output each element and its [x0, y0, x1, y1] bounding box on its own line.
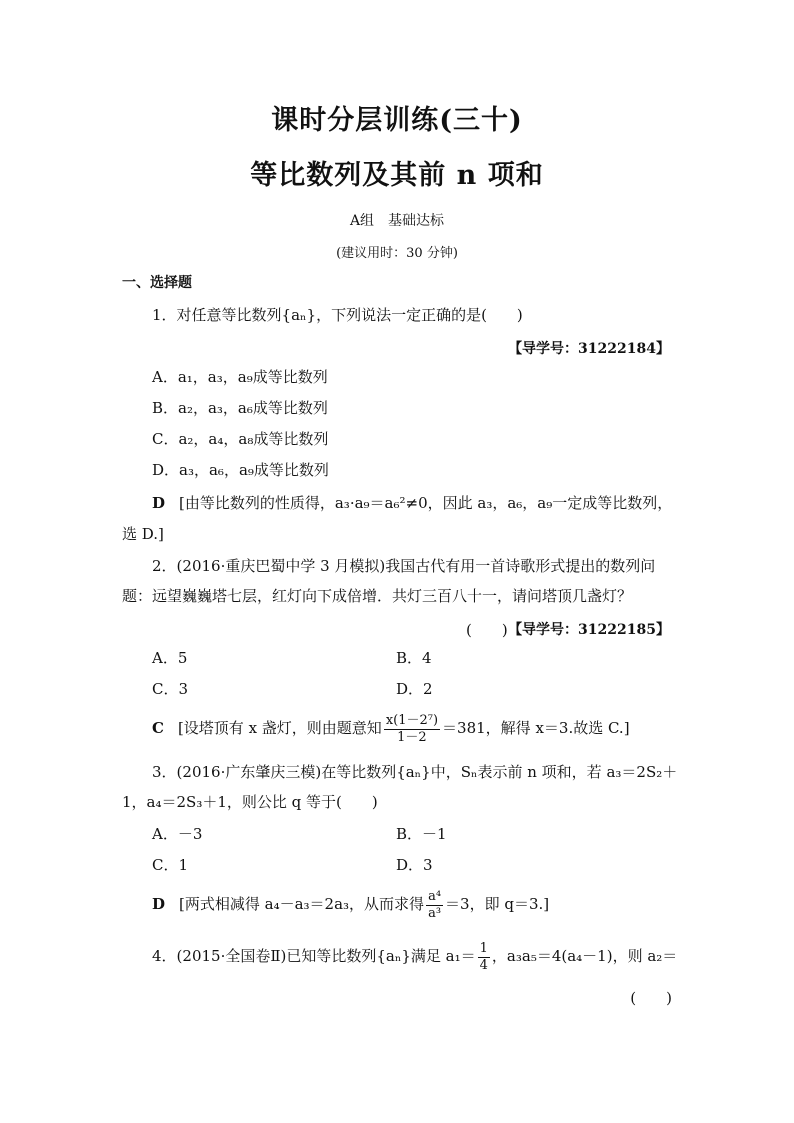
q1-stem: 1．对任意等比数列{aₙ}，下列说法一定正确的是( ): [152, 306, 523, 324]
q1-answer-text: [由等比数列的性质得，a₃·a₉＝a₆²≠0，因此 a₃，a₆，a₉一定成等比数列，: [179, 494, 673, 512]
page-subtitle: 等比数列及其前 n 项和: [250, 160, 544, 191]
q3-option-d: D．3: [396, 856, 433, 874]
group-label: A组 基础达标: [349, 213, 445, 229]
q3-option-a: A．－3: [152, 825, 203, 843]
fraction-numerator: a⁴: [428, 888, 442, 904]
q3-answer-fraction: [426, 889, 443, 922]
q2-option-a: A．5: [152, 649, 188, 667]
q2-option-b: B．4: [396, 649, 432, 667]
q2-answer-paren: ( ): [466, 621, 508, 639]
q3-answer: [152, 884, 549, 924]
page-title: 课时分层训练(三十): [271, 105, 523, 136]
q3-answer-pre: [两式相减得 a₄－a₃＝2a₃，从而求得: [179, 895, 425, 913]
q1-answer-letter: D: [152, 494, 166, 512]
q2-answer-pre: [设塔顶有 x 盏灯，则由题意知: [177, 719, 382, 737]
q2-answer-fraction: [384, 713, 440, 746]
q3-stem-line2: 1，a₄＝2S₃＋1，则公比 q 等于( ): [122, 793, 378, 811]
q1-option-d: D．a₃，a₆，a₉成等比数列: [152, 461, 329, 479]
q4-stem-pre: 4．(2015·全国卷Ⅱ)已知等比数列{aₙ}满足 a₁＝: [152, 947, 476, 965]
fraction-denominator: a³: [428, 905, 442, 921]
q1-option-b: B．a₂，a₃，a₆成等比数列: [152, 399, 328, 417]
fraction-denominator: 4: [479, 957, 488, 973]
q2-stem-line1: 2．(2016·重庆巴蜀中学 3 月模拟)我国古代有用一首诗歌形式提出的数列问: [152, 557, 656, 575]
q3-option-c: C．1: [152, 856, 189, 874]
fraction-denominator: 1－2: [397, 729, 427, 745]
section-heading: 一、选择题: [122, 275, 192, 291]
q2-answer-post: ＝381，解得 x＝3.故选 C.]: [442, 719, 630, 737]
q2-option-d: D．2: [396, 680, 433, 698]
q2-stem-line2: 题：远望巍巍塔七层，红灯向下成倍增．共灯三百八十一，请问塔顶几盏灯？: [122, 587, 633, 605]
suggested-time: (建议用时：30 分钟): [336, 246, 458, 261]
q2-option-c: C．3: [152, 680, 189, 698]
q1-option-a: A．a₁，a₃，a₉成等比数列: [152, 368, 328, 386]
q3-option-b: B．－1: [396, 825, 447, 843]
q3-answer-post: ＝3，即 q＝3.]: [445, 895, 550, 913]
q1-guide-number: 【导学号：31222184】: [508, 341, 670, 357]
q2-answer-letter: C: [152, 719, 164, 737]
q4-fraction: [478, 941, 490, 974]
q1-answer-cont: 选 D.]: [122, 525, 164, 543]
q1-answer: [152, 493, 672, 513]
q4-stem: [152, 936, 677, 976]
q4-answer-paren: ( ): [630, 989, 672, 1007]
q4-stem-post: ，a₃a₅＝4(a₄－1)，则 a₂＝: [491, 947, 678, 965]
q1-option-c: C．a₂，a₄，a₈成等比数列: [152, 430, 329, 448]
q2-guide-number: 【导学号：31222185】: [508, 622, 670, 638]
q3-answer-letter: D: [152, 895, 166, 913]
q2-answer: [152, 710, 630, 746]
q3-stem-line1: 3．(2016·广东肇庆三模)在等比数列{aₙ}中，Sₙ表示前 n 项和，若 a₃＝2S₂＋: [152, 763, 678, 781]
fraction-numerator: x(1－2⁷): [385, 712, 439, 728]
fraction-numerator: 1: [479, 940, 488, 956]
